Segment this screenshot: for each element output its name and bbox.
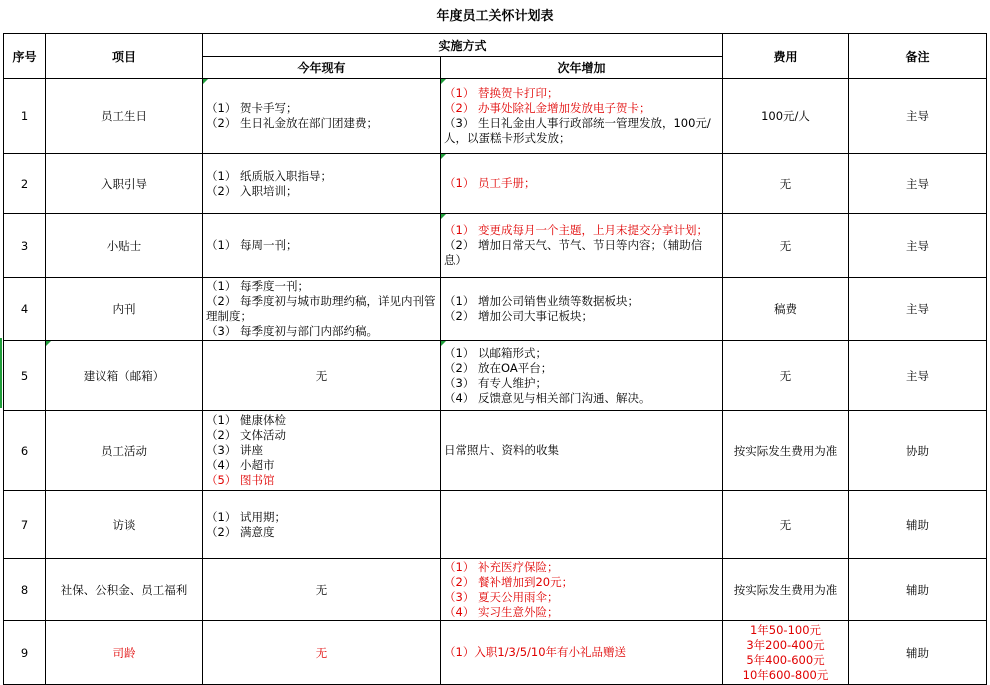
row-cost: [723, 621, 849, 685]
row-cost: 无: [723, 491, 849, 559]
table-row: [4, 621, 987, 685]
row-remark: 主导: [849, 154, 987, 214]
table-row: [4, 278, 987, 341]
row-item: 小贴士: [46, 214, 203, 278]
next-line-new: （1） 补充医疗保险；: [444, 559, 559, 574]
header-cost: 费用: [723, 34, 849, 79]
next-line: （2） 放在OA平台；: [444, 360, 553, 375]
row-seq: 9: [4, 621, 46, 685]
next-line-new: （2） 餐补增加到20元；: [444, 574, 574, 589]
table-title: 年度员工关怀计划表: [436, 9, 554, 24]
row-next: [441, 559, 723, 621]
row-seq: 5: [4, 341, 46, 411]
current-line: （4） 小超市: [206, 458, 275, 472]
next-line: （2） 增加公司大事记板块；: [444, 309, 593, 323]
row-selection-marker: [0, 338, 2, 408]
next-line-new: （2） 办事处除礼金增加发放电子贺卡；: [444, 101, 651, 115]
row-remark: 主导: [849, 341, 987, 411]
row-cost: 按实际发生费用为准: [723, 411, 849, 491]
header-current: 今年现有: [203, 57, 441, 79]
row-next: [441, 154, 723, 214]
next-line-new: （1） 替换贺卡打印；: [444, 86, 559, 100]
row-seq: 8: [4, 559, 46, 621]
row-cost: 无: [723, 154, 849, 214]
next-line-new: （1） 员工手册；: [444, 176, 536, 190]
row-next: [441, 278, 723, 341]
next-line-new: （3） 夏天公用雨伞；: [444, 589, 559, 604]
next-line: （3） 有专人维护；: [444, 375, 547, 390]
header-method: 实施方式: [203, 34, 723, 57]
row-current: [203, 411, 441, 491]
row-current: [203, 491, 441, 559]
row-current: [203, 79, 441, 154]
row-current: 无: [203, 341, 441, 411]
next-line: （2） 增加日常天气、节气、节日等内容；（辅助信息）: [444, 238, 703, 267]
cost-line: 5年400-600元: [746, 652, 825, 667]
row-item: 员工活动: [46, 411, 203, 491]
row-next: [441, 491, 723, 559]
row-seq: 1: [4, 79, 46, 154]
current-line-new: （5） 图书馆: [206, 473, 275, 487]
header-item: 项目: [46, 34, 203, 79]
row-next: （1）入职1/3/5/10年有小礼品赠送: [441, 621, 723, 685]
current-line: （1） 每季度一刊；: [206, 279, 309, 293]
header-remark: 备注: [849, 34, 987, 79]
row-seq: 4: [4, 278, 46, 341]
row-item: 访谈: [46, 491, 203, 559]
current-line: （2） 生日礼金放在部门团建费；: [206, 116, 378, 130]
current-line: （1） 每周一刊；: [206, 238, 298, 252]
current-line: （1） 健康体检: [206, 413, 286, 427]
row-remark: 主导: [849, 79, 987, 154]
header-seq: 序号: [4, 34, 46, 79]
current-line: （1） 贺卡手写；: [206, 101, 298, 115]
row-current: [203, 214, 441, 278]
header-next: 次年增加: [441, 57, 723, 79]
table-row: [4, 214, 987, 278]
row-remark: 协助: [849, 411, 987, 491]
row-item: 社保、公积金、员工福利: [46, 559, 203, 621]
row-item: 内刊: [46, 278, 203, 341]
row-seq: 7: [4, 491, 46, 559]
next-line-new: （4） 实习生意外险；: [444, 604, 559, 619]
row-item: 员工生日: [46, 79, 203, 154]
row-remark: 辅助: [849, 559, 987, 621]
table-row: [4, 154, 987, 214]
row-cost: 100元/人: [723, 79, 849, 154]
row-current: [203, 278, 441, 341]
current-line: （1） 试用期；: [206, 509, 286, 524]
next-line-new: （1） 变更成每月一个主题，上月末提交分享计划；: [444, 223, 708, 237]
cost-line: 1年50-100元: [749, 622, 822, 637]
row-remark: 辅助: [849, 491, 987, 559]
next-line: （3） 生日礼金由人事行政部统一管理发放，100元/人，以蛋糕卡形式发放；: [444, 116, 711, 145]
current-line: （2） 文体活动: [206, 428, 286, 442]
row-current: [203, 154, 441, 214]
row-next: [441, 341, 723, 411]
current-line: （3） 讲座: [206, 443, 263, 457]
row-item: 司龄: [46, 621, 203, 685]
row-cost: 稿费: [723, 278, 849, 341]
next-line: （1） 增加公司销售业绩等数据板块；: [444, 294, 639, 308]
next-line: （1） 以邮箱形式；: [444, 345, 547, 360]
row-cost: 无: [723, 214, 849, 278]
row-seq: 2: [4, 154, 46, 214]
current-line: （3） 每季度初与部门内部约稿。: [206, 324, 378, 338]
table-row: [4, 411, 987, 491]
current-line: （2） 满意度: [206, 524, 275, 539]
row-current: 无: [203, 621, 441, 685]
table-row: [4, 341, 987, 411]
row-next: [441, 79, 723, 154]
cost-line: 3年200-400元: [746, 637, 825, 652]
row-remark: 主导: [849, 278, 987, 341]
row-item: 建议箱（邮箱）: [46, 341, 203, 411]
row-cost: 无: [723, 341, 849, 411]
row-remark: 主导: [849, 214, 987, 278]
row-seq: 6: [4, 411, 46, 491]
current-line: （2） 每季度初与城市助理约稿，详见内刊管理制度；: [206, 294, 436, 323]
row-current: 无: [203, 559, 441, 621]
care-plan-table: [3, 33, 987, 685]
row-next: [441, 214, 723, 278]
row-remark: 辅助: [849, 621, 987, 685]
current-line: （1） 纸质版入职指导；: [206, 168, 332, 183]
current-line: （2） 入职培训；: [206, 183, 298, 198]
table-row: [4, 79, 987, 154]
cost-line: 10年600-800元: [742, 667, 829, 682]
table-row: [4, 491, 987, 559]
next-line: （4） 反馈意见与相关部门沟通、解决。: [444, 390, 651, 405]
row-item: 入职引导: [46, 154, 203, 214]
row-seq: 3: [4, 214, 46, 278]
table-row: [4, 559, 987, 621]
row-next: 日常照片、资料的收集: [441, 411, 723, 491]
row-cost: 按实际发生费用为准: [723, 559, 849, 621]
